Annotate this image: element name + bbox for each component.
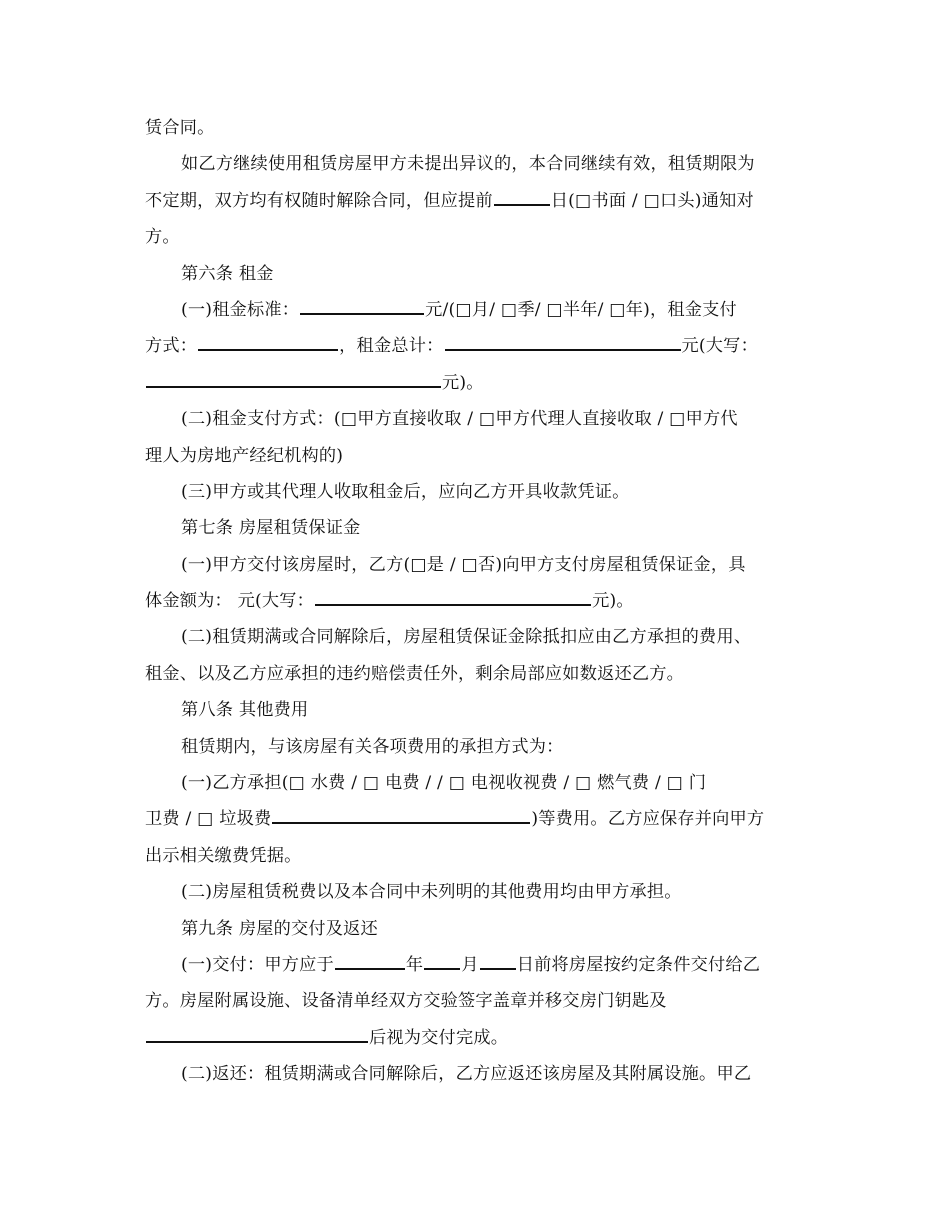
text-segment: 元)。	[592, 591, 634, 612]
text-segment: 方式：	[145, 336, 198, 357]
paragraph-line: (三)甲方或其代理人收取租金后，应向乙方开具收款凭证。	[181, 481, 630, 502]
paragraph-line: (一)甲方交付该房屋时，乙方(□是 / □否)向甲方支付房屋租赁保证金，具	[181, 554, 746, 575]
fill-blank	[445, 349, 681, 351]
text-line	[145, 583, 813, 619]
text-segment: 元(大写：	[681, 336, 758, 357]
fill-blank	[146, 1041, 368, 1043]
text-segment: 日前将房屋按约定条件交付给乙	[516, 954, 761, 975]
paragraph-line: 如乙方继续使用租赁房屋甲方未提出异议的，本合同继续有效，租赁期限为	[181, 154, 755, 175]
paragraph-line: (二)返还：租赁期满或合同解除后，乙方应返还该房屋及其附属设施。甲乙	[181, 1064, 752, 1085]
text-segment: 日(□书面 / □口头)通知对	[550, 190, 754, 211]
article-heading: 第九条 房屋的交付及返还	[181, 918, 378, 939]
text-segment: 元/(□月/ □季/ □半年/ □年)，租金支付	[425, 299, 737, 320]
fill-blank	[315, 604, 591, 606]
text-line	[145, 801, 813, 837]
text-line: 方。房屋附属设施、设备清单经双方交验签字盖章并移交房门钥匙及	[145, 991, 667, 1012]
text-line: 租金、以及乙方应承担的违约赔偿责任外，剩余局部应如数返还乙方。	[145, 663, 685, 684]
text-line	[145, 183, 813, 219]
paragraph-line: (二)租赁期满或合同解除后，房屋租赁保证金除抵扣应由乙方承担的费用、	[181, 627, 752, 648]
text-line: 赁合同。	[145, 118, 215, 138]
fill-blank	[424, 968, 460, 970]
text-line	[145, 365, 813, 401]
text-segment: 不定期，双方均有权随时解除合同，但应提前	[145, 190, 493, 211]
text-line: 理人为房地产经纪机构的)	[145, 445, 344, 466]
article-heading: 第八条 其他费用	[181, 700, 309, 721]
paragraph-line	[145, 292, 813, 328]
fill-blank	[300, 313, 424, 315]
fill-blank	[335, 968, 405, 970]
text-segment: ，租金总计：	[339, 336, 444, 357]
paragraph-line: (一)乙方承担(□ 水费 / □ 电费 / / □ 电视收视费 / □ 燃气费 / □ 门	[181, 773, 707, 794]
text-segment: (一)交付：甲方应于	[181, 954, 334, 975]
text-segment: )等费用。乙方应保存并向甲方	[531, 809, 765, 830]
article-heading: 第七条 房屋租赁保证金	[181, 518, 361, 539]
fill-blank	[272, 822, 530, 824]
text-line: 方。	[145, 227, 180, 248]
paragraph-line: (二)租金支付方式：(□甲方直接收取 / □甲方代理人直接收取 / □甲方代	[181, 409, 738, 430]
text-segment: 体金额为： 元(大写：	[145, 591, 315, 612]
article-heading: 第六条 租金	[181, 263, 274, 284]
text-line	[145, 328, 813, 364]
paragraph-line: 租赁期内，与该房屋有关各项费用的承担方式为：	[181, 736, 564, 757]
text-segment: 卫费 / □ 垃圾费	[145, 809, 272, 830]
fill-blank	[494, 204, 550, 206]
paragraph-line	[145, 947, 813, 983]
text-segment: 后视为交付完成。	[369, 1027, 509, 1048]
text-line: 出示相关缴费凭据。	[145, 845, 302, 866]
text-segment: 元)。	[442, 372, 484, 393]
text-segment: 年	[405, 954, 424, 975]
paragraph-line: (二)房屋租赁税费以及本合同中未列明的其他费用均由甲方承担。	[181, 882, 682, 903]
fill-blank	[198, 349, 338, 351]
text-segment: 月	[461, 954, 479, 975]
contract-page	[145, 110, 813, 1093]
fill-blank	[480, 968, 516, 970]
text-line	[145, 1020, 813, 1056]
fill-blank	[146, 386, 441, 388]
text-segment: (一)租金标准：	[181, 299, 300, 320]
